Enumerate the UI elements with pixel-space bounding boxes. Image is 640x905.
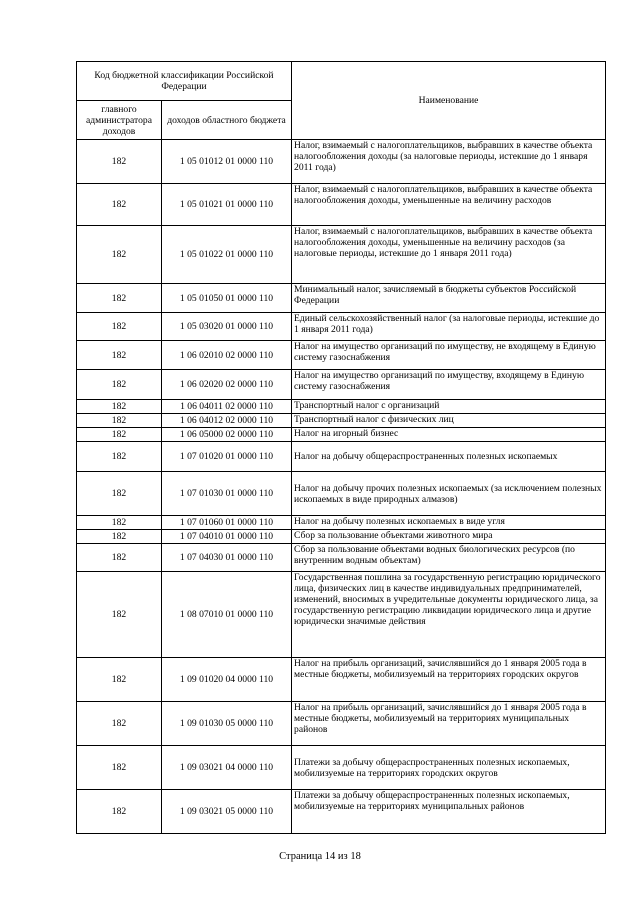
- page-number: Страница 14 из 18: [279, 851, 361, 862]
- admin-code-cell: 182: [77, 284, 162, 313]
- admin-code-cell: 182: [77, 370, 162, 400]
- income-code-cell: 1 06 02010 02 0000 110: [162, 341, 292, 370]
- table-row: [77, 746, 606, 790]
- income-name-cell: Налог на добычу общераспространенных полезных ископаемых: [292, 442, 606, 472]
- admin-code-cell: 182: [77, 530, 162, 544]
- table-row: [77, 400, 606, 414]
- income-name-cell: Налог, взимаемый с налогоплательщиков, выбравших в качестве объекта налогообложения доходы, уменьшенные на величину расходов: [292, 184, 606, 226]
- table-row: [77, 572, 606, 658]
- admin-code-cell: 182: [77, 414, 162, 428]
- table-row: [77, 472, 606, 516]
- income-code-cell: 1 07 01060 01 0000 110: [162, 516, 292, 530]
- table-row: [77, 658, 606, 702]
- income-name-cell: Налог на добычу полезных ископаемых в виде угля: [292, 516, 606, 530]
- admin-code-cell: 182: [77, 184, 162, 226]
- table-row: [77, 414, 606, 428]
- admin-code-cell: 182: [77, 702, 162, 746]
- income-code-cell: 1 05 03020 01 0000 110: [162, 313, 292, 341]
- header-main-admin: главного администратора доходов: [77, 101, 162, 140]
- admin-code-cell: 182: [77, 790, 162, 834]
- table-row: [77, 140, 606, 184]
- header-name: Наименование: [292, 62, 606, 140]
- income-name-cell: Платежи за добычу общераспространенных полезных ископаемых, мобилизуемые на территориях городских округов: [292, 746, 606, 790]
- income-name-cell: Платежи за добычу общераспространенных полезных ископаемых, мобилизуемые на территориях муниципальных районов: [292, 790, 606, 834]
- header-income-code: доходов областного бюджета: [162, 101, 292, 140]
- income-code-cell: 1 09 01030 05 0000 110: [162, 702, 292, 746]
- income-code-cell: 1 07 04030 01 0000 110: [162, 544, 292, 572]
- admin-code-cell: 182: [77, 472, 162, 516]
- income-code-cell: 1 06 05000 02 0000 110: [162, 428, 292, 442]
- income-code-cell: 1 09 03021 05 0000 110: [162, 790, 292, 834]
- income-name-cell: Единый сельскохозяйственный налог (за налоговые периоды, истекшие до 1 января 2011 года): [292, 313, 606, 341]
- income-name-cell: Сбор за пользование объектами водных биологических ресурсов (по внутренним водным объектам): [292, 544, 606, 572]
- admin-code-cell: 182: [77, 341, 162, 370]
- income-code-cell: 1 05 01021 01 0000 110: [162, 184, 292, 226]
- income-code-cell: 1 05 01012 01 0000 110: [162, 140, 292, 184]
- table-row: [77, 284, 606, 313]
- admin-code-cell: 182: [77, 442, 162, 472]
- table-row: [77, 226, 606, 284]
- header-code-group: Код бюджетной классификации Российской Федерации: [77, 62, 292, 101]
- income-name-cell: Минимальный налог, зачисляемый в бюджеты субъектов Российской Федерации: [292, 284, 606, 313]
- income-name-cell: Налог на игорный бизнес: [292, 428, 606, 442]
- admin-code-cell: 182: [77, 140, 162, 184]
- table-row: [77, 530, 606, 544]
- admin-code-cell: 182: [77, 544, 162, 572]
- table-row: [77, 184, 606, 226]
- table-row: [77, 428, 606, 442]
- income-name-cell: Налог на имущество организаций по имуществу, входящему в Единую систему газоснабжения: [292, 370, 606, 400]
- income-code-cell: 1 09 03021 04 0000 110: [162, 746, 292, 790]
- admin-code-cell: 182: [77, 428, 162, 442]
- income-code-cell: 1 06 04012 02 0000 110: [162, 414, 292, 428]
- income-code-cell: 1 07 04010 01 0000 110: [162, 530, 292, 544]
- income-name-cell: Налог на прибыль организаций, зачислявшийся до 1 января 2005 года в местные бюджеты, мобилизуемый на территориях муниципальных районов: [292, 702, 606, 746]
- budget-classification-table: [76, 61, 606, 834]
- income-name-cell: Государственная пошлина за государственную регистрацию юридического лица, физических лиц в качестве индивидуальных предпринимателей, изменений, вносимых в учредительные документы юридического лица, за государственную регистрацию ликвидации юридического лица и другие юридически значимые действия: [292, 572, 606, 658]
- income-name-cell: Транспортный налог с физических лиц: [292, 414, 606, 428]
- income-code-cell: 1 06 02020 02 0000 110: [162, 370, 292, 400]
- income-code-cell: 1 07 01030 01 0000 110: [162, 472, 292, 516]
- income-code-cell: 1 08 07010 01 0000 110: [162, 572, 292, 658]
- admin-code-cell: 182: [77, 226, 162, 284]
- income-name-cell: Сбор за пользование объектами животного мира: [292, 530, 606, 544]
- income-code-cell: 1 09 01020 04 0000 110: [162, 658, 292, 702]
- table-row: [77, 702, 606, 746]
- table-row: [77, 790, 606, 834]
- table-row: [77, 370, 606, 400]
- admin-code-cell: 182: [77, 313, 162, 341]
- income-name-cell: Транспортный налог с организаций: [292, 400, 606, 414]
- income-code-cell: 1 07 01020 01 0000 110: [162, 442, 292, 472]
- income-name-cell: Налог, взимаемый с налогоплательщиков, выбравших в качестве объекта налогообложения доходы (за налоговые периоды, истекшие до 1 января 2011 года): [292, 140, 606, 184]
- table-row: [77, 341, 606, 370]
- income-code-cell: 1 05 01050 01 0000 110: [162, 284, 292, 313]
- income-name-cell: Налог на добычу прочих полезных ископаемых (за исключением полезных ископаемых в виде природных алмазов): [292, 472, 606, 516]
- income-name-cell: Налог на имущество организаций по имуществу, не входящему в Единую систему газоснабжения: [292, 341, 606, 370]
- admin-code-cell: 182: [77, 400, 162, 414]
- table-row: [77, 544, 606, 572]
- income-code-cell: 1 05 01022 01 0000 110: [162, 226, 292, 284]
- table-row: [77, 442, 606, 472]
- admin-code-cell: 182: [77, 516, 162, 530]
- table-row: [77, 516, 606, 530]
- income-code-cell: 1 06 04011 02 0000 110: [162, 400, 292, 414]
- income-name-cell: Налог на прибыль организаций, зачислявшийся до 1 января 2005 года в местные бюджеты, мобилизуемый на территориях городских округов: [292, 658, 606, 702]
- table-row: [77, 313, 606, 341]
- income-name-cell: Налог, взимаемый с налогоплательщиков, выбравших в качестве объекта налогообложения доходы, уменьшенные на величину расходов (за налоговые периоды, истекшие до 1 января 2011 года): [292, 226, 606, 284]
- admin-code-cell: 182: [77, 746, 162, 790]
- admin-code-cell: 182: [77, 658, 162, 702]
- admin-code-cell: 182: [77, 572, 162, 658]
